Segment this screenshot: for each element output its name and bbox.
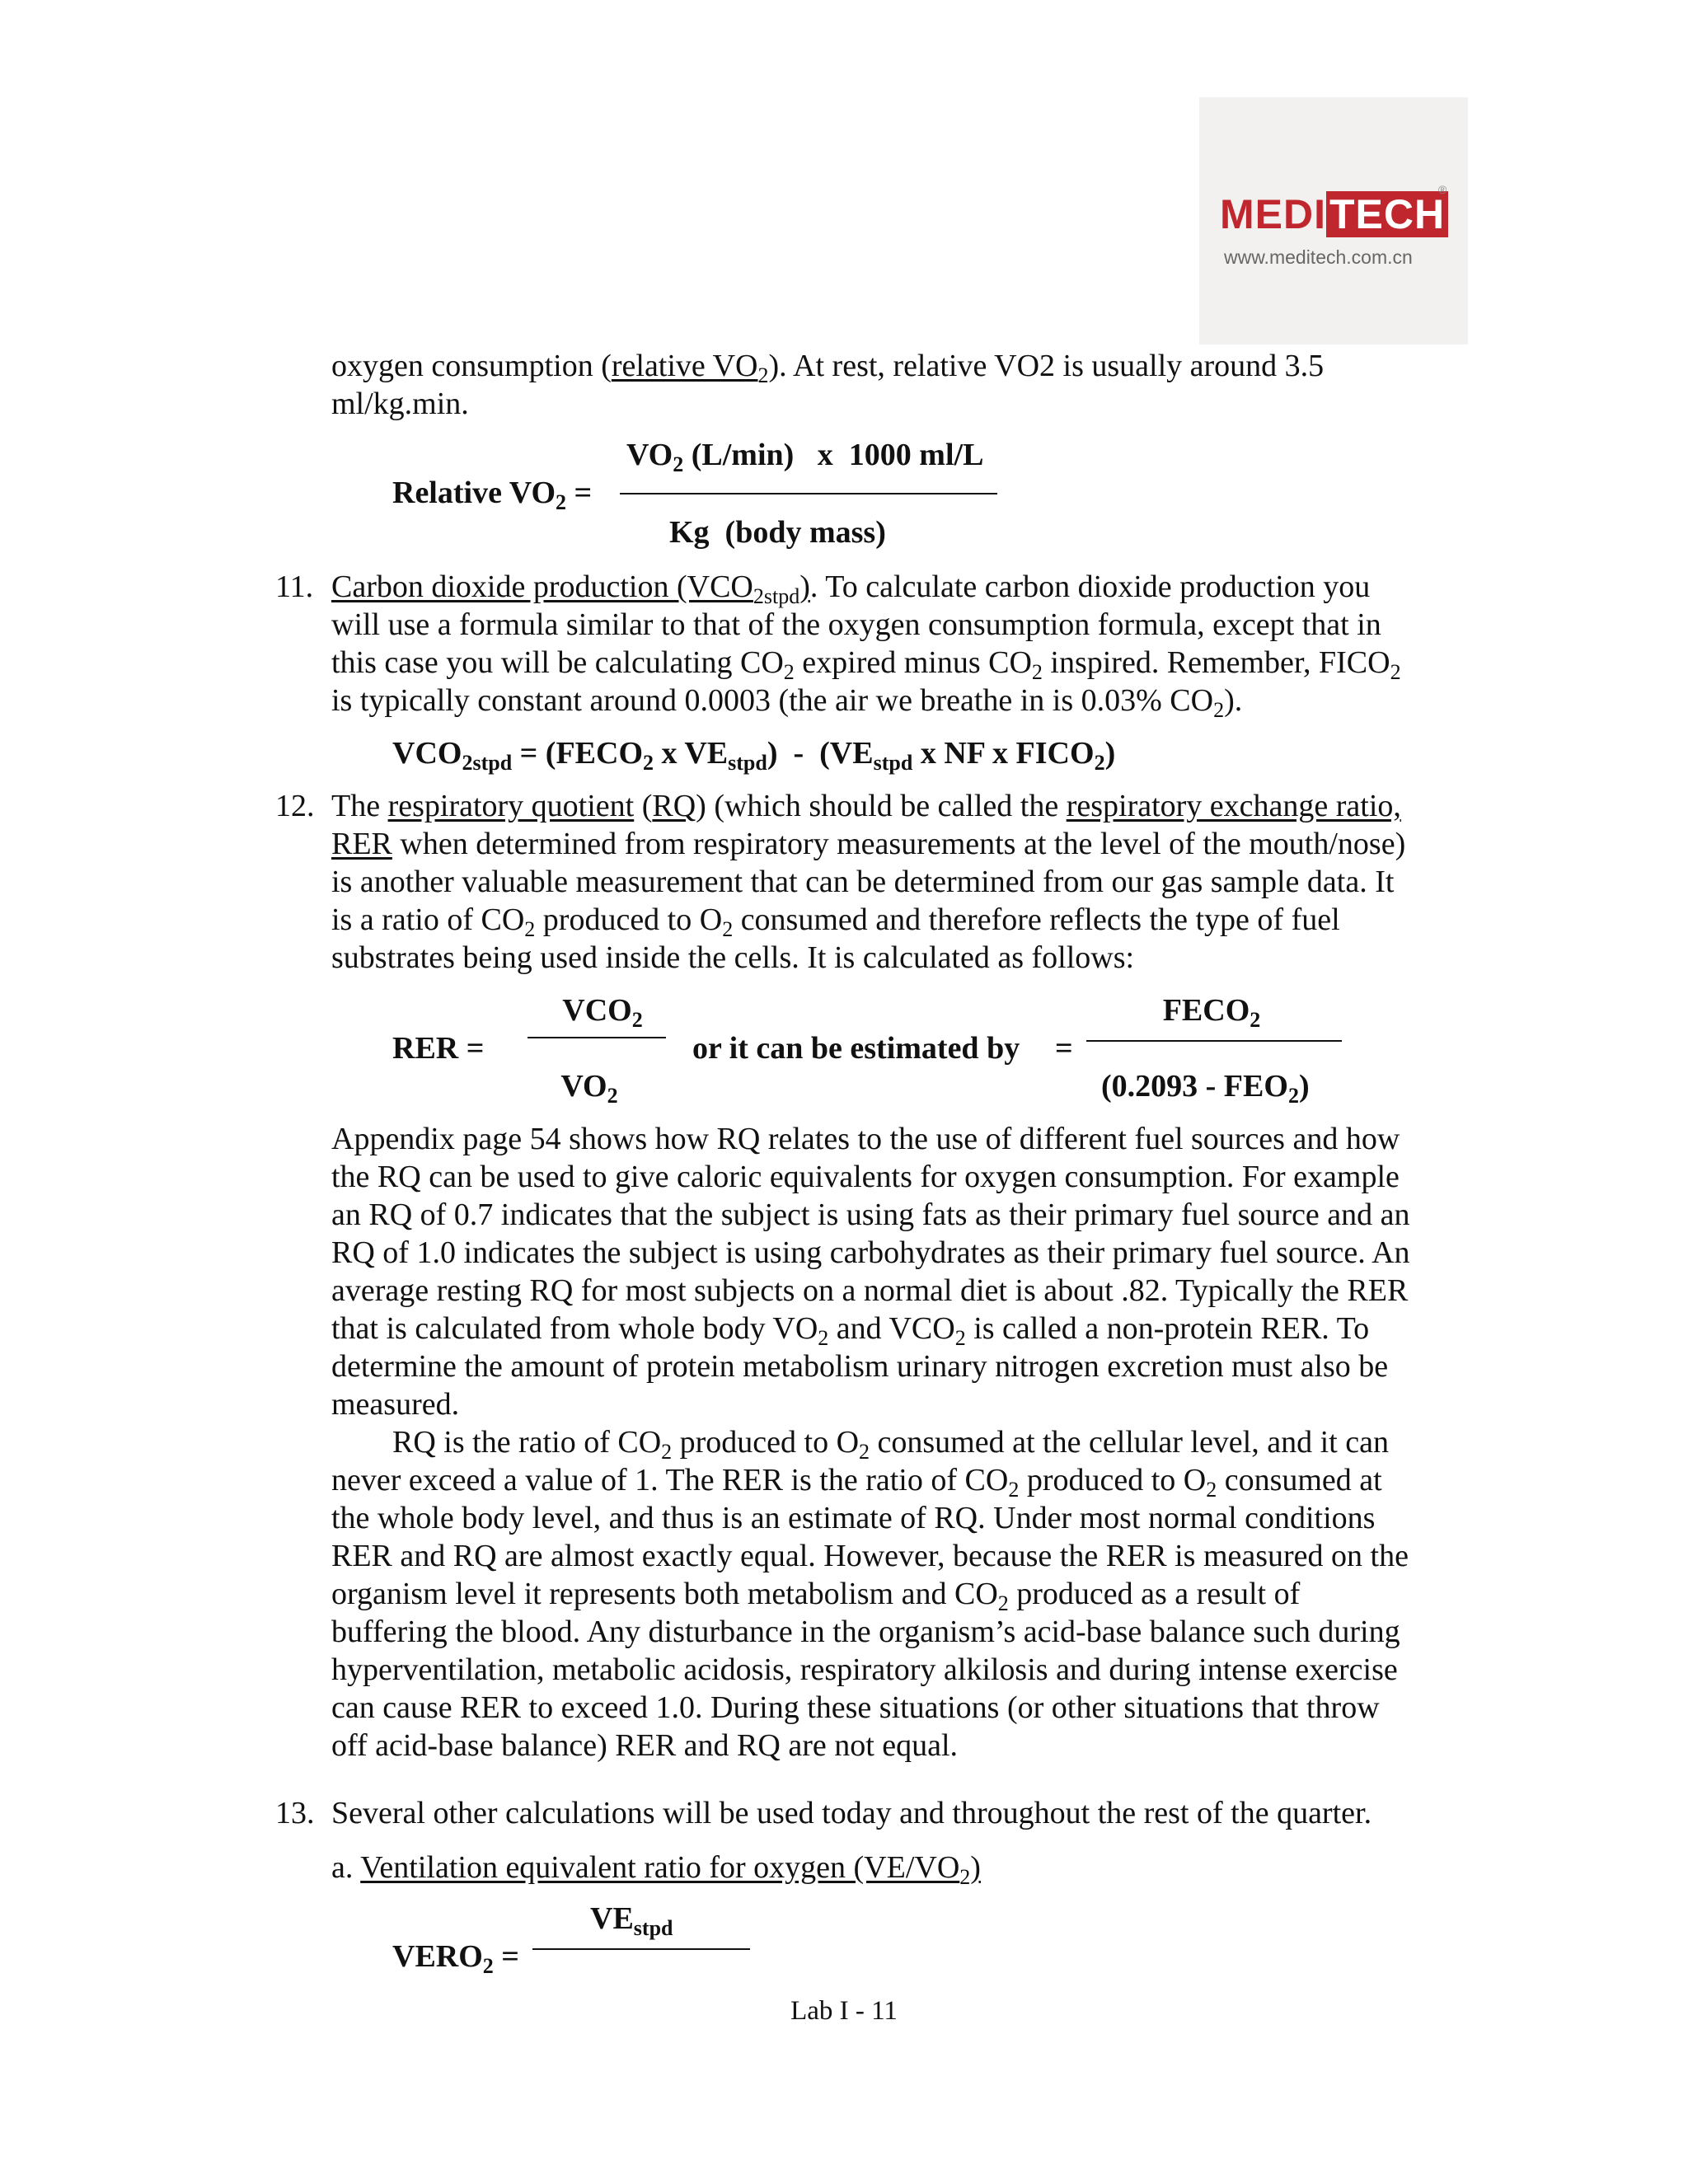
appendix-line-8: measured. bbox=[331, 1387, 460, 1422]
eq3-equals: = bbox=[1055, 1031, 1073, 1066]
rq-line-4: RER and RQ are almost exactly equal. However, because the RER is measured on the bbox=[331, 1539, 1409, 1573]
intro-line-1: oxygen consumption (relative $VO_2$). At rest, relative VO2 is usually around 3.5 bbox=[331, 349, 1325, 387]
eq3-lhs: RER = bbox=[392, 1031, 485, 1066]
appendix-line-4: RQ of 1.0 indicates the subject is using carbohydrates as their primary fuel source. An bbox=[331, 1235, 1410, 1270]
appendix-line-7: determine the amount of protein metabolism urinary nitrogen excretion must also be bbox=[331, 1349, 1389, 1384]
item-12-line-2: RER when determined from respiratory measurements at the level of the mouth/nose) bbox=[331, 827, 1406, 861]
intro-line-2: ml/kg.min. bbox=[331, 387, 469, 421]
item-13-line: 13. Several other calculations will be used today and throughout the rest of the quarter. bbox=[331, 1795, 1485, 1833]
rq-line-1: RQ is the ratio of $CO_2$ produced to $O_2$ consumed at the cellular level, and it can bbox=[392, 1425, 1389, 1464]
eq3-fraction-bar-1 bbox=[528, 1037, 666, 1038]
appendix-line-1: Appendix page 54 shows how RQ relates to the use of different fuel sources and how bbox=[331, 1122, 1400, 1156]
appendix-line-5: average resting RQ for most subjects on a normal diet is about .82. Typically the RER bbox=[331, 1273, 1409, 1308]
eq3-fraction-bar-2 bbox=[1086, 1040, 1342, 1042]
eq3-numerator-feco2: $FECO_2$ bbox=[1162, 993, 1261, 1032]
eq1-numerator: $VO_2$ (L/min) x 1000 ml/L bbox=[626, 438, 984, 476]
eq2-vco2-formula: $VCO_{2stpd}$ = ($FECO_2$ x $VE_{stpd}) - (VE_{stpd}$ x NF x $FICO_2$) bbox=[392, 736, 1116, 775]
item-11-number: 11. bbox=[275, 569, 314, 604]
item-11-line-4: is typically constant around 0.0003 (the air we breathe in is 0.03% $CO_2$). bbox=[331, 683, 1243, 722]
eq3-denominator-vo2: $VO_2$ bbox=[560, 1069, 618, 1108]
item-12-line-4: is a ratio of $CO_2$ produced to $O_2$ consumed and therefore reflects the type of fuel bbox=[331, 902, 1340, 941]
eq1-lhs: Relative $VO_2$ = bbox=[392, 476, 593, 514]
appendix-line-6: that is calculated from whole body $VO_2$ and $VCO_2$ is called a non-protein RER. To bbox=[331, 1311, 1370, 1350]
appendix-line-2: the RQ can be used to give caloric equivalents for oxygen consumption. For example bbox=[331, 1160, 1400, 1194]
ventilation-equivalent-term: Ventilation equivalent ratio for oxygen $(VE/VO_2)$ bbox=[360, 1850, 981, 1889]
carbon-dioxide-production-term: Carbon dioxide production $(VCO_{2stpd})$ bbox=[331, 569, 810, 608]
eq3-middle-text: or it can be estimated by bbox=[692, 1031, 1020, 1066]
eq3-denominator-feo2: $(0.2093 - FEO_2)$ bbox=[1101, 1069, 1310, 1108]
page-footer: Lab I - 11 bbox=[790, 1996, 898, 2026]
item-13a-line: a. Ventilation equivalent ratio for oxygen $(VE/VO_2)$ bbox=[331, 1850, 981, 1889]
rq-line-8: can cause RER to exceed 1.0. During these situations (or other situations that throw bbox=[331, 1690, 1380, 1725]
item-11-line-2: will use a formula similar to that of the oxygen consumption formula, except that in bbox=[331, 607, 1381, 642]
item-12-line-3: is another valuable measurement that can be determined from our gas sample data. It bbox=[331, 865, 1395, 899]
eq1-denominator: Kg (body mass) bbox=[669, 515, 886, 550]
rq-line-9: off acid-base balance) RER and RQ are not equal. bbox=[331, 1728, 959, 1763]
eq4-numerator: $VE_{stpd}$ bbox=[590, 1901, 673, 1940]
registered-mark: ® bbox=[1438, 183, 1447, 196]
relative-vo2-term: relative $VO_2$ bbox=[611, 349, 769, 387]
rq-line-7: hyperventilation, metabolic acidosis, respiratory alkilosis and during intense exercise bbox=[331, 1652, 1398, 1687]
rq-line-3: the whole body level, and thus is an estimate of RQ. Under most normal conditions bbox=[331, 1501, 1376, 1535]
item-12-line-5: substrates being used inside the cells. It is calculated as follows: bbox=[331, 940, 1135, 975]
logo-wordmark: MEDITECH bbox=[1220, 192, 1448, 237]
item-11-line-1: 11. Carbon dioxide production $(VCO_{2stpd})$. To calculate carbon dioxide production you bbox=[275, 569, 1371, 608]
item-11-line-3: this case you will be calculating $CO_2$ expired minus $CO_2$ inspired. Remember, $FICO_2$ bbox=[331, 645, 1401, 684]
logo-url: www.meditech.com.cn bbox=[1224, 246, 1413, 268]
eq4-fraction-bar bbox=[532, 1948, 750, 1950]
eq1-fraction-bar bbox=[620, 493, 997, 494]
rq-line-2: never exceed a value of 1. The RER is the ratio of $CO_2$ produced to $O_2$ consumed at bbox=[331, 1463, 1382, 1502]
rq-line-6: buffering the blood. Any disturbance in the organism’s acid-base balance such during bbox=[331, 1615, 1400, 1649]
rq-line-5: organism level it represents both metabolism and $CO_2$ produced as a result of bbox=[331, 1577, 1301, 1615]
meditech-logo bbox=[1199, 97, 1468, 344]
item-12-line-1: 12. The respiratory quotient (RQ) (which should be called the respiratory exchange ratio, bbox=[331, 788, 1485, 826]
item-12-number: 12. bbox=[275, 789, 315, 823]
appendix-line-3: an RQ of 0.7 indicates that the subject is using fats as their primary fuel source and an bbox=[331, 1197, 1410, 1232]
eq4-lhs: $VERO_2$ = bbox=[392, 1939, 519, 1978]
eq3-numerator-vco2: $VCO_2$ bbox=[562, 993, 643, 1032]
item-13-number: 13. bbox=[275, 1796, 315, 1830]
